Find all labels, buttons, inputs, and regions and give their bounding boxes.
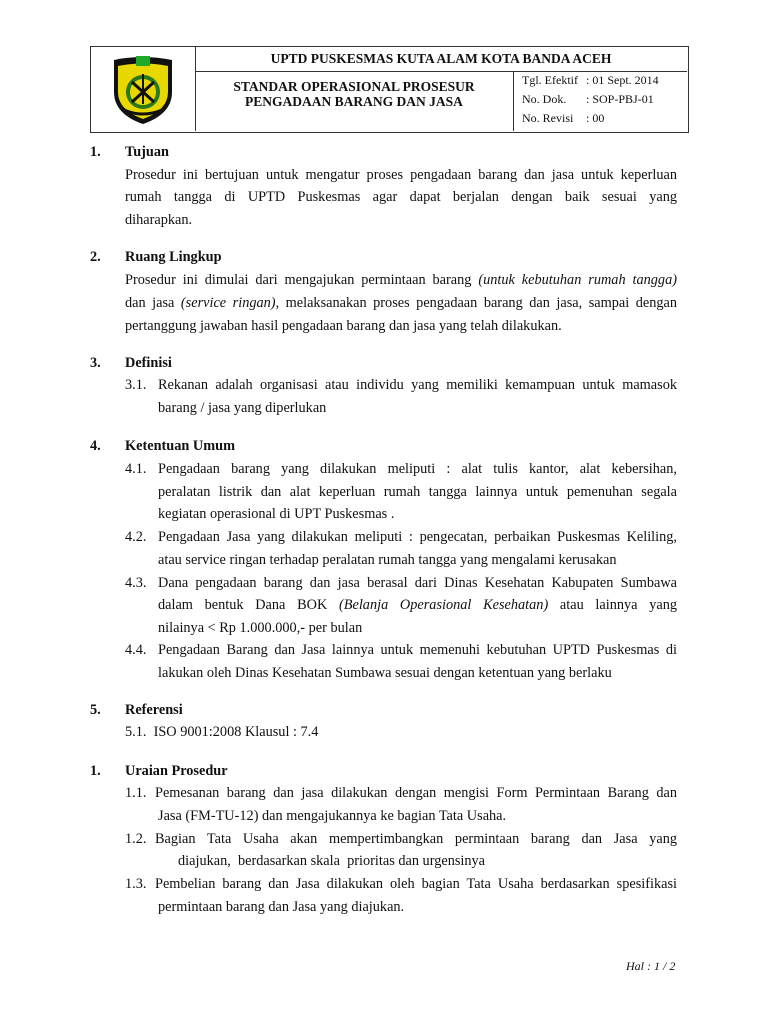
paragraph-line: diajukan, berdasarkan skala prioritas dan urgensinya bbox=[178, 853, 486, 869]
doc-number-label: No. Dok. bbox=[522, 92, 567, 106]
italic-text: (untuk kebutuhan rumah tangga) bbox=[478, 272, 677, 288]
section-title: Uraian Prosedur bbox=[125, 763, 228, 779]
doc-number-value: : SOP-PBJ-01 bbox=[586, 92, 654, 106]
text: dan jasa bbox=[125, 295, 181, 311]
text: atau lainnya yang bbox=[548, 597, 677, 613]
paragraph-line: Jasa (FM-TU-12) dan mengajukannya ke bagian Tata Usaha. bbox=[158, 808, 507, 824]
section-number: 3. bbox=[90, 355, 101, 371]
effective-date-label: Tgl. Efektif bbox=[522, 73, 578, 87]
paragraph-line: Pembelian barang dan Jasa dilakukan oleh bagian Tata Usaha berdasarkan spesifikasi bbox=[155, 876, 677, 892]
italic-text: (service ringan) bbox=[180, 295, 276, 311]
paragraph-line: permintaan barang dan Jasa yang diajukan. bbox=[158, 899, 405, 915]
section-number: 2. bbox=[90, 249, 101, 265]
item-number: 1.1. bbox=[125, 785, 147, 801]
paragraph-line: Pengadaan Jasa yang dilakukan meliputi : pengecatan, perbaikan Puskesmas Keliling, bbox=[158, 529, 677, 545]
paragraph-line: peralatan listrik dan alat keperluan rumah tangga lainnya untuk pemenuhan segala bbox=[158, 484, 677, 500]
paragraph-line: rumah tangga di UPTD Puskesmas agar dapat berjalan dengan baik sesuai yang bbox=[125, 189, 677, 205]
paragraph-line: Dana pengadaan barang dan jasa berasal dari Dinas Kesehatan Kabupaten Sumbawa bbox=[158, 575, 677, 591]
item-number: 3.1. bbox=[125, 377, 147, 393]
divider bbox=[513, 71, 514, 131]
item-number: 1.3. bbox=[125, 876, 147, 892]
effective-date-value: : 01 Sept. 2014 bbox=[586, 73, 659, 87]
item-number: 4.2. bbox=[125, 529, 147, 545]
section-title: Ketentuan Umum bbox=[125, 438, 236, 454]
section-title: Ruang Lingkup bbox=[125, 249, 222, 265]
section-number: 5. bbox=[90, 702, 101, 718]
page-number: Hal : 1 / 2 bbox=[626, 959, 676, 973]
section-number: 1. bbox=[90, 763, 101, 779]
paragraph-line: diharapkan. bbox=[125, 212, 193, 228]
organization-name: UPTD PUSKESMAS KUTA ALAM KOTA BANDA ACEH bbox=[270, 51, 612, 66]
section-title: Tujuan bbox=[125, 144, 169, 160]
paragraph-line: kegiatan operasional di UPT Puskesmas . bbox=[158, 506, 395, 522]
item-number: 4.1. bbox=[125, 461, 147, 477]
paragraph-line bbox=[158, 596, 677, 614]
paragraph-line: Pengadaan Barang dan Jasa lainnya untuk memenuhi kebutuhan UPTD Puskesmas di bbox=[158, 642, 677, 658]
italic-text: (Belanja Operasional Kesehatan) bbox=[338, 597, 549, 613]
paragraph-line: Pemesanan barang dan jasa dilakukan dengan mengisi Form Permintaan Barang dan bbox=[155, 785, 677, 801]
section-title: Referensi bbox=[125, 702, 183, 718]
document-title: STANDAR OPERASIONAL PROSESUR bbox=[233, 79, 475, 94]
revision-value: : 00 bbox=[586, 111, 605, 125]
paragraph-line: nilainya < Rp 1.000.000,- per bulan bbox=[158, 620, 363, 636]
text: dalam bentuk Dana BOK bbox=[158, 597, 339, 613]
section-number: 1. bbox=[90, 144, 101, 160]
text: Prosedur ini dimulai dari mengajukan permintaan barang bbox=[125, 272, 479, 288]
paragraph-line bbox=[125, 294, 677, 312]
paragraph-line: Pengadaan barang yang dilakukan meliputi : alat tulis kantor, alat kebersihan, bbox=[158, 461, 677, 477]
logo-emblem-icon bbox=[110, 52, 176, 126]
paragraph-line: Bagian Tata Usaha akan mempertimbangkan permintaan barang dan Jasa yang bbox=[155, 831, 677, 847]
divider bbox=[195, 71, 687, 72]
section-number: 4. bbox=[90, 438, 101, 454]
section-title: Definisi bbox=[125, 355, 172, 371]
document-title: PENGADAAN BARANG DAN JASA bbox=[245, 94, 463, 109]
paragraph-line: pertanggung jawaban hasil pengadaan barang dan jasa yang telah dilakukan. bbox=[125, 318, 562, 334]
paragraph-line: atau service ringan terhadap peralatan rumah tangga yang mengalami kerusakan bbox=[158, 552, 617, 568]
text: , melaksanakan proses pengadaan barang dan jasa, sampai dengan bbox=[275, 295, 677, 311]
reference-item: 5.1. ISO 9001:2008 Klausul : 7.4 bbox=[125, 724, 319, 740]
paragraph-line bbox=[125, 271, 677, 289]
paragraph-line: Prosedur ini bertujuan untuk mengatur proses pengadaan barang dan jasa untuk keperluan bbox=[125, 167, 677, 183]
paragraph-line: barang / jasa yang diperlukan bbox=[158, 400, 327, 416]
paragraph-line: lakukan oleh Dinas Kesehatan Sumbawa sesuai dengan ketentuan yang berlaku bbox=[158, 665, 612, 681]
item-number: 4.3. bbox=[125, 575, 147, 591]
item-number: 4.4. bbox=[125, 642, 147, 658]
revision-label: No. Revisi bbox=[522, 111, 574, 125]
paragraph-line: Rekanan adalah organisasi atau individu yang memiliki kemampuan untuk mamasok bbox=[158, 377, 677, 393]
item-number: 1.2. bbox=[125, 831, 147, 847]
